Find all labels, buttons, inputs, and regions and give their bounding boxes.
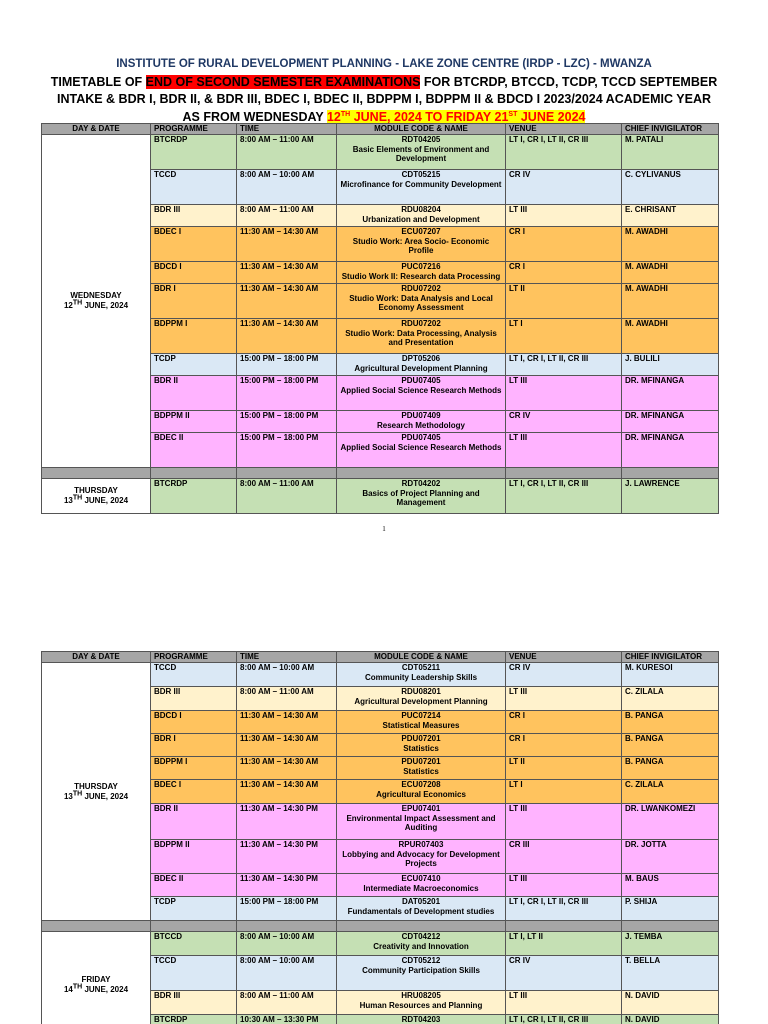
invigilator-cell: J. TEMBA	[622, 932, 719, 956]
module-code: ECU07208	[401, 780, 441, 789]
programme-cell: BDPPM I	[151, 319, 237, 354]
time-cell: 15:00 PM – 18:00 PM	[237, 354, 337, 376]
day-date-cell	[42, 932, 151, 1024]
venue-cell: CR IV	[506, 411, 622, 433]
venue-cell: LT III	[506, 205, 622, 227]
module-cell	[337, 1015, 506, 1024]
programme-cell: BTCRDP	[151, 479, 237, 514]
module-name: Intermediate Macroeconomics	[363, 883, 479, 893]
venue-cell: LT II	[506, 757, 622, 780]
venue-cell: CR I	[506, 711, 622, 734]
col-venue-header: VENUE	[506, 124, 622, 135]
module-code: PDU07409	[401, 411, 441, 420]
start-suffix: TH	[340, 110, 351, 118]
col-programme-header: PROGRAMME	[151, 124, 237, 135]
programme-cell: BDR III	[151, 991, 237, 1015]
module-name: Statistical Measures	[382, 720, 460, 730]
venue-cell: LT III	[506, 804, 622, 840]
module-code: PDU07201	[401, 734, 441, 743]
separator-cell	[622, 468, 719, 479]
venue-cell: LT III	[506, 687, 622, 711]
venue-cell: LT III	[506, 376, 622, 411]
module-code: PDU07405	[401, 433, 441, 442]
programme-cell: BTCRDP	[151, 1015, 237, 1024]
venue-cell: LT I, CR I, LT II, CR III	[506, 1015, 622, 1024]
time-cell: 11:30 AM – 14:30 AM	[237, 284, 337, 319]
start-day: 12	[326, 109, 341, 124]
venue-cell: CR IV	[506, 170, 622, 205]
date-number: 13	[63, 791, 73, 801]
programme-cell: BDR III	[151, 687, 237, 711]
module-code: HRU08205	[401, 991, 441, 1000]
module-code: RDU07202	[401, 319, 441, 328]
module-cell	[337, 284, 506, 319]
separator-cell	[506, 921, 622, 932]
venue-cell: LT II	[506, 284, 622, 319]
day-date-cell	[42, 663, 151, 921]
date-month-year: JUNE, 2024	[82, 791, 129, 801]
module-cell	[337, 780, 506, 804]
day-separator-row	[42, 468, 719, 479]
module-cell	[337, 354, 506, 376]
programme-cell: BDPPM I	[151, 757, 237, 780]
module-name: Agricultural Economics	[376, 789, 466, 799]
time-cell: 8:00 AM – 11:00 AM	[237, 205, 337, 227]
module-name: Community Participation Skills	[362, 965, 480, 975]
venue-cell: CR IV	[506, 956, 622, 991]
programme-cell: BDEC II	[151, 433, 237, 468]
programme-cell: BDR III	[151, 205, 237, 227]
intake-line: INTAKE & BDR I, BDR II, & BDR III, BDEC I, BDEC II, BDPPM I, BDPPM II & BDCD I 2023/2024 ACADEMIC YEAR	[56, 92, 712, 106]
institute-title: INSTITUTE OF RURAL DEVELOPMENT PLANNING - LAKE ZONE CENTRE (IRDP - LZC) - MWANZA	[116, 58, 652, 70]
module-name: Applied Social Science Research Methods	[340, 385, 502, 395]
date-range-prefix: AS FROM WEDNESDAY	[182, 109, 327, 124]
venue-cell: LT I	[506, 780, 622, 804]
module-code: RPUR07403	[398, 840, 444, 849]
module-name: Microfinance for Community Development	[340, 179, 502, 189]
module-name: Urbanization and Development	[362, 214, 480, 224]
programme-cell: BDR II	[151, 376, 237, 411]
day-name: THURSDAY	[74, 781, 118, 791]
time-cell: 15:00 PM – 18:00 PM	[237, 376, 337, 411]
col-day-date-header: DAY & DATE	[42, 124, 151, 135]
document-header	[0, 56, 768, 126]
module-code: PDU07405	[401, 376, 441, 385]
invigilator-cell: P. SHIJA	[622, 897, 719, 921]
time-cell: 11:30 AM – 14:30 AM	[237, 757, 337, 780]
date-text	[45, 985, 147, 995]
invigilator-cell: DR. LWANKOMEZI	[622, 804, 719, 840]
time-cell: 10:30 AM – 13:30 PM	[237, 1015, 337, 1024]
separator-cell	[237, 921, 337, 932]
separator-cell	[42, 921, 151, 932]
col-time-header: TIME	[237, 652, 337, 663]
module-name: Creativity and Innovation	[373, 941, 469, 951]
programme-cell: BDEC II	[151, 874, 237, 897]
invigilator-cell: DR. MFINANGA	[622, 376, 719, 411]
programme-cell: TCCD	[151, 956, 237, 991]
module-name: Studio Work: Data Analysis and Local Economy Assessment	[349, 293, 493, 313]
col-venue-header: VENUE	[506, 652, 622, 663]
module-code: EPU07401	[401, 804, 441, 813]
time-cell: 11:30 AM – 14:30 PM	[237, 804, 337, 840]
time-cell: 8:00 AM – 10:00 AM	[237, 932, 337, 956]
venue-cell: LT I, CR I, LT II, CR III	[506, 479, 622, 514]
time-cell: 8:00 AM – 10:00 AM	[237, 956, 337, 991]
col-programme-header: PROGRAMME	[151, 652, 237, 663]
date-suffix: TH	[72, 789, 83, 797]
invigilator-cell: J. BULILI	[622, 354, 719, 376]
invigilator-cell: J. LAWRENCE	[622, 479, 719, 514]
programme-cell: BDR I	[151, 734, 237, 757]
module-cell	[337, 262, 506, 284]
module-name: Statistics	[403, 743, 439, 753]
module-name: Research Methodology	[376, 420, 465, 430]
module-code: RDT04202	[401, 479, 441, 488]
module-cell	[337, 874, 506, 897]
module-code: RDT04203	[401, 1015, 441, 1024]
module-cell	[337, 734, 506, 757]
venue-cell: LT III	[506, 874, 622, 897]
day-date-cell	[42, 135, 151, 468]
time-cell: 11:30 AM – 14:30 AM	[237, 711, 337, 734]
col-module-header: MODULE CODE & NAME	[337, 124, 506, 135]
invigilator-cell: C. ZILALA	[622, 687, 719, 711]
title-prefix: TIMETABLE OF	[50, 74, 146, 89]
time-cell: 8:00 AM – 10:00 AM	[237, 170, 337, 205]
invigilator-cell: B. PANGA	[622, 734, 719, 757]
time-cell: 11:30 AM – 14:30 AM	[237, 262, 337, 284]
title-programmes: FOR BTCRDP, BTCCD, TCDP, TCCD SEPTEMBER	[420, 74, 718, 89]
separator-cell	[151, 468, 237, 479]
module-cell	[337, 663, 506, 687]
module-name: Applied Social Science Research Methods	[340, 442, 502, 452]
module-cell	[337, 804, 506, 840]
day-name: WEDNESDAY	[70, 291, 122, 301]
programme-cell: TCDP	[151, 897, 237, 921]
invigilator-cell: N. DAVID	[622, 1015, 719, 1024]
separator-cell	[622, 921, 719, 932]
exam-row	[42, 663, 719, 687]
date-range-middle: JUNE, 2024 TO FRIDAY 21	[350, 109, 509, 124]
programme-cell: BDCD I	[151, 262, 237, 284]
table-header	[42, 124, 719, 135]
venue-cell: LT I, LT II	[506, 932, 622, 956]
module-cell	[337, 227, 506, 262]
date-month-year: JUNE, 2024	[82, 301, 129, 310]
venue-cell: CR IV	[506, 663, 622, 687]
venue-cell: CR III	[506, 840, 622, 874]
day-date-cell	[42, 479, 151, 514]
invigilator-cell: M. AWADHI	[622, 227, 719, 262]
time-cell: 11:30 AM – 14:30 AM	[237, 734, 337, 757]
invigilator-cell: M. PATALI	[622, 135, 719, 170]
col-invigilator-header: CHIEF INVIGILATOR	[622, 652, 719, 663]
col-module-header: MODULE CODE & NAME	[337, 652, 506, 663]
module-name: Studio Work: Area Socio- Economic Profile	[352, 236, 490, 256]
col-invigilator-header: CHIEF INVIGILATOR	[622, 124, 719, 135]
module-cell	[337, 687, 506, 711]
invigilator-cell: M. BAUS	[622, 874, 719, 897]
time-cell: 8:00 AM – 11:00 AM	[237, 135, 337, 170]
date-suffix: TH	[72, 983, 83, 991]
venue-cell: LT III	[506, 991, 622, 1015]
module-code: PUC07216	[401, 262, 441, 271]
header-row	[42, 124, 719, 135]
module-name: Statistics	[403, 766, 439, 776]
module-code: PUC07214	[401, 711, 441, 720]
timetable-title	[0, 74, 768, 92]
day-separator-row	[42, 921, 719, 932]
module-code: CDT04212	[401, 932, 441, 941]
venue-cell: CR I	[506, 262, 622, 284]
module-name: Basic Elements of Environment and Development	[352, 144, 490, 164]
separator-cell	[151, 921, 237, 932]
module-cell	[337, 840, 506, 874]
date-month-year: JUNE, 2024	[82, 985, 129, 994]
invigilator-cell: M. AWADHI	[622, 284, 719, 319]
venue-cell: LT III	[506, 433, 622, 468]
date-text	[45, 789, 147, 802]
module-cell	[337, 433, 506, 468]
module-cell	[337, 411, 506, 433]
module-code: RDU07202	[401, 284, 441, 293]
date-suffix: TH	[72, 494, 83, 502]
programme-cell: BDR I	[151, 284, 237, 319]
invigilator-cell: DR. JOTTA	[622, 840, 719, 874]
module-cell	[337, 991, 506, 1015]
module-code: CDT05212	[401, 956, 441, 965]
module-code: ECU07410	[401, 874, 441, 883]
invigilator-cell: DR. MFINANGA	[622, 411, 719, 433]
module-name: Basics of Project Planning and Management	[362, 488, 480, 508]
date-number: 12	[63, 301, 73, 310]
module-cell	[337, 956, 506, 991]
invigilator-cell: DR. MFINANGA	[622, 433, 719, 468]
separator-cell	[337, 921, 506, 932]
date-number: 13	[63, 496, 73, 505]
programme-cell: TCCD	[151, 663, 237, 687]
day-name: FRIDAY	[81, 975, 111, 985]
time-cell: 15:00 PM – 18:00 PM	[237, 411, 337, 433]
module-cell	[337, 376, 506, 411]
invigilator-cell: M. KURESOI	[622, 663, 719, 687]
module-code: CDT05215	[401, 170, 441, 179]
invigilator-cell: C. CYLIVANUS	[622, 170, 719, 205]
time-cell: 8:00 AM – 11:00 AM	[237, 687, 337, 711]
end-month: JUNE 2024	[517, 109, 586, 124]
venue-cell: CR I	[506, 227, 622, 262]
module-cell	[337, 897, 506, 921]
date-month-year: JUNE, 2024	[82, 496, 129, 505]
module-cell	[337, 757, 506, 780]
venue-cell: LT I, CR I, LT II, CR III	[506, 135, 622, 170]
module-cell	[337, 205, 506, 227]
module-cell	[337, 135, 506, 170]
date-suffix: TH	[72, 299, 83, 307]
module-name: Community Leadership Skills	[364, 672, 478, 682]
date-range-highlight	[327, 110, 586, 124]
module-code: RDT04205	[401, 135, 441, 144]
invigilator-cell: B. PANGA	[622, 711, 719, 734]
exam-row	[42, 479, 719, 514]
module-code: RDU08201	[401, 687, 441, 696]
programme-cell: TCCD	[151, 170, 237, 205]
module-name: Studio Work II: Research data Processing	[341, 271, 501, 281]
module-cell	[337, 170, 506, 205]
date-text	[45, 496, 147, 506]
invigilator-cell: E. CHRISANT	[622, 205, 719, 227]
time-cell: 15:00 PM – 18:00 PM	[237, 433, 337, 468]
exam-highlight: END OF SECOND SEMESTER EXAMINATIONS	[145, 74, 421, 89]
module-name: Fundamentals of Development studies	[347, 906, 495, 916]
programme-cell: TCDP	[151, 354, 237, 376]
time-cell: 8:00 AM – 11:00 AM	[237, 991, 337, 1015]
table-body	[42, 135, 719, 514]
module-code: DPT05206	[401, 354, 441, 363]
invigilator-cell: C. ZILALA	[622, 780, 719, 804]
separator-cell	[237, 468, 337, 479]
time-cell: 11:30 AM – 14:30 PM	[237, 840, 337, 874]
programme-cell: BDEC I	[151, 780, 237, 804]
module-cell	[337, 932, 506, 956]
programme-cell: BDPPM II	[151, 411, 237, 433]
programme-cell: BTCRDP	[151, 135, 237, 170]
col-day-date-header: DAY & DATE	[42, 652, 151, 663]
module-cell	[337, 711, 506, 734]
time-cell: 11:30 AM – 14:30 AM	[237, 227, 337, 262]
date-number: 14	[63, 985, 73, 994]
time-cell: 8:00 AM – 10:00 AM	[237, 663, 337, 687]
col-time-header: TIME	[237, 124, 337, 135]
invigilator-cell: M. AWADHI	[622, 319, 719, 354]
timetable-page-2	[41, 651, 719, 1024]
exam-row	[42, 135, 719, 170]
header-row	[42, 652, 719, 663]
module-name: Environmental Impact Assessment and Auditing	[346, 813, 496, 833]
module-code: PDU07201	[401, 757, 441, 766]
venue-cell: LT I	[506, 319, 622, 354]
module-cell	[337, 479, 506, 514]
programme-cell: BTCCD	[151, 932, 237, 956]
separator-cell	[42, 468, 151, 479]
date-text	[45, 301, 147, 311]
module-name: Human Resources and Planning	[359, 1000, 483, 1010]
module-code: ECU07207	[401, 227, 441, 236]
page-number: 1	[382, 525, 386, 533]
separator-cell	[506, 468, 622, 479]
programme-cell: BDR II	[151, 804, 237, 840]
timetable-page-1	[41, 123, 719, 514]
day-name: THURSDAY	[74, 486, 118, 496]
module-name: Studio Work: Data Processing, Analysis and Presentation	[345, 328, 497, 348]
separator-cell	[337, 468, 506, 479]
invigilator-cell: B. PANGA	[622, 757, 719, 780]
programme-cell: BDPPM II	[151, 840, 237, 874]
module-name: Agricultural Development Planning	[354, 696, 488, 706]
module-cell	[337, 319, 506, 354]
time-cell: 11:30 AM – 14:30 AM	[237, 319, 337, 354]
time-cell: 11:30 AM – 14:30 PM	[237, 874, 337, 897]
table-body	[42, 663, 719, 1024]
module-code: CDT05211	[401, 663, 441, 672]
exam-row	[42, 932, 719, 956]
end-suffix: ST	[508, 110, 518, 118]
venue-cell: LT I, CR I, LT II, CR III	[506, 897, 622, 921]
venue-cell: LT I, CR I, LT II, CR III	[506, 354, 622, 376]
invigilator-cell: N. DAVID	[622, 991, 719, 1015]
module-code: DAT05201	[401, 897, 441, 906]
venue-cell: CR I	[506, 734, 622, 757]
invigilator-cell: M. AWADHI	[622, 262, 719, 284]
table-header	[42, 652, 719, 663]
programme-cell: BDEC I	[151, 227, 237, 262]
invigilator-cell: T. BELLA	[622, 956, 719, 991]
time-cell: 11:30 AM – 14:30 AM	[237, 780, 337, 804]
time-cell: 8:00 AM – 11:00 AM	[237, 479, 337, 514]
module-code: RDU08204	[401, 205, 441, 214]
module-name: Agricultural Development Planning	[354, 363, 488, 373]
time-cell: 15:00 PM – 18:00 PM	[237, 897, 337, 921]
programme-cell: BDCD I	[151, 711, 237, 734]
module-name: Lobbying and Advocacy for Development Projects	[342, 849, 500, 869]
